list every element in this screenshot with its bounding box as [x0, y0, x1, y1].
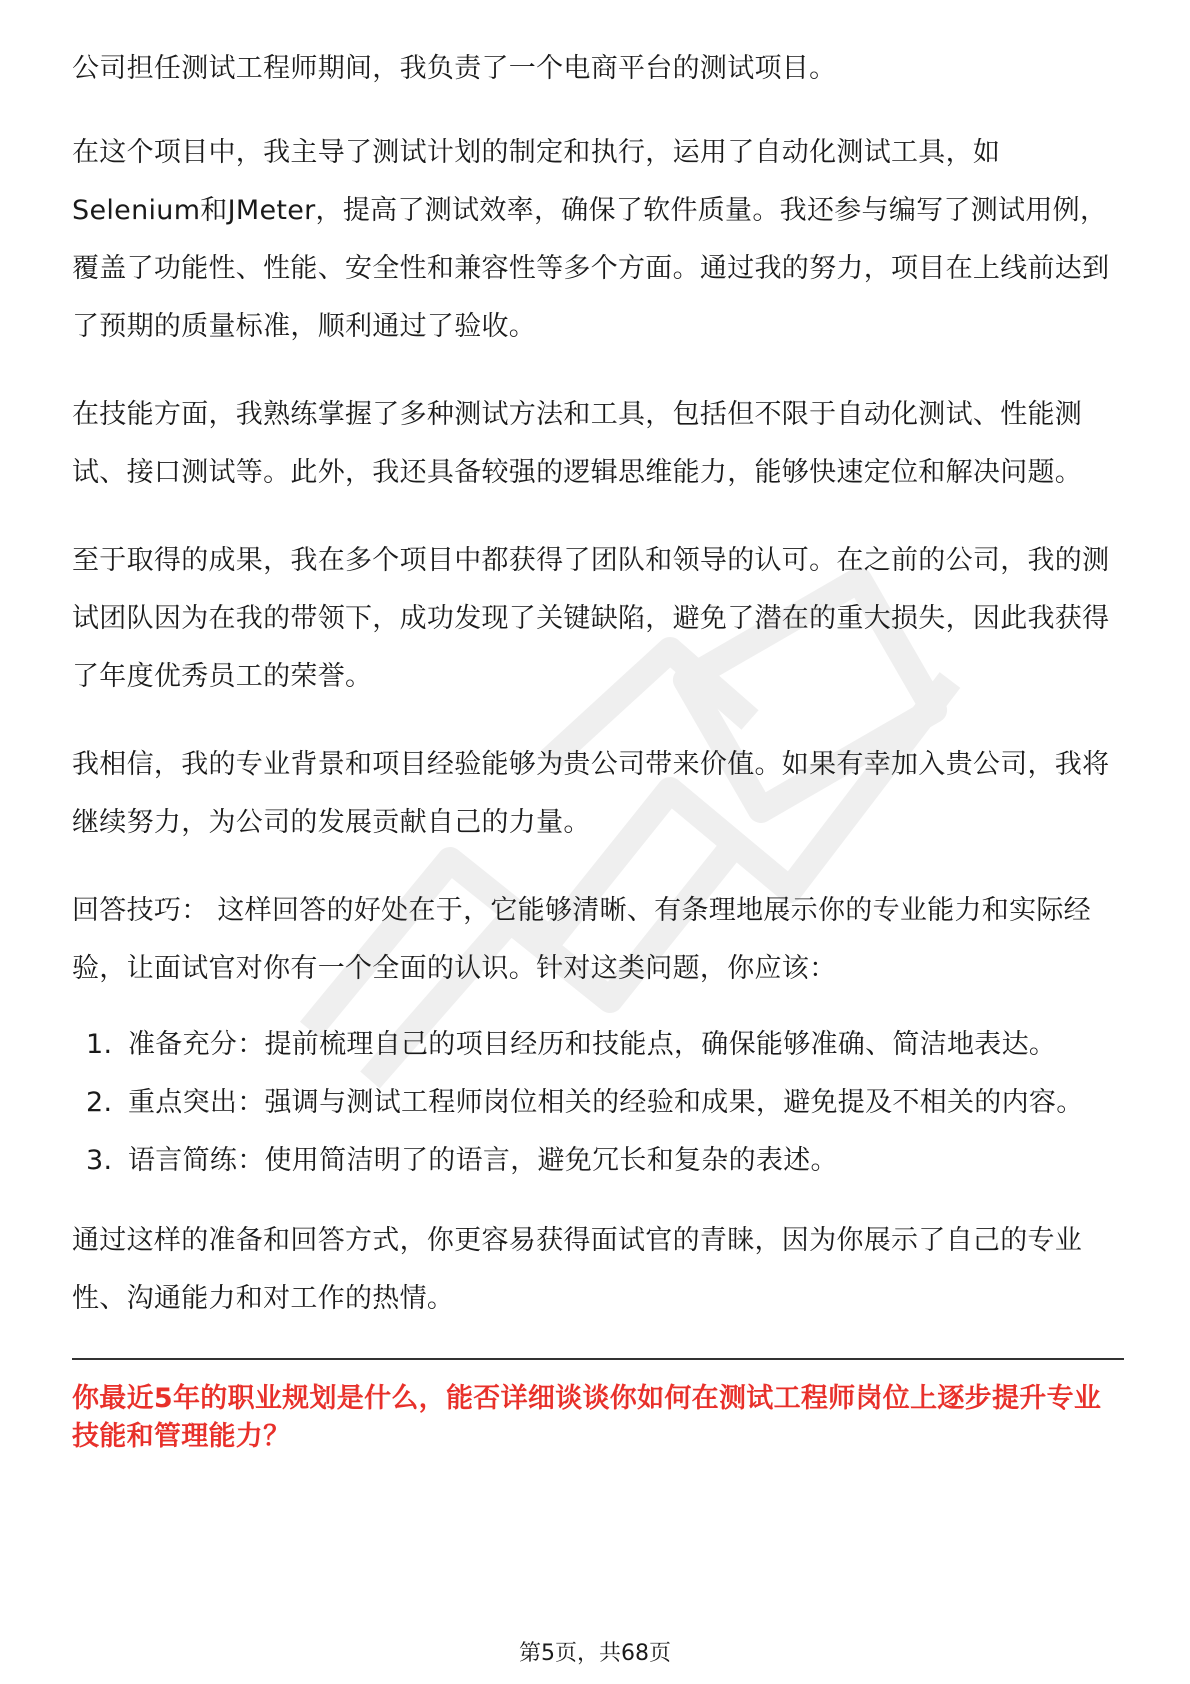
paragraph-achievements: 至于取得的成果，我在多个项目中都获得了团队和领导的认可。在之前的公司，我的测试团队因为在我的带领下，成功发现了关键缺陷，避免了潜在的重大损失，因此我获得了年度优秀员工的荣誉。: [72, 545, 1110, 692]
list-text: 重点突出：强调与测试工程师岗位相关的经验和成果，避免提及不相关的内容。: [128, 1087, 1084, 1118]
list-item: [72, 1132, 1124, 1190]
list-number: 2.: [86, 1087, 113, 1118]
list-text: 准备充分：提前梳理自己的项目经历和技能点，确保能够准确、简洁地表达。: [128, 1029, 1057, 1060]
paragraph-value: 我相信，我的专业背景和项目经验能够为贵公司带来价值。如果有幸加入贵公司，我将继续努力，为公司的发展贡献自己的力量。: [72, 749, 1110, 838]
list-item: [72, 1074, 1124, 1132]
list-item: [72, 1016, 1124, 1074]
paragraph-skills: 在技能方面，我熟练掌握了多种测试方法和工具，包括但不限于自动化测试、性能测试、接口测试等。此外，我还具备较强的逻辑思维能力，能够快速定位和解决问题。: [72, 399, 1083, 488]
list-number: 3.: [86, 1145, 113, 1176]
paragraph-intro: 公司担任测试工程师期间，我负责了一个电商平台的测试项目。: [72, 53, 837, 84]
tips-list: [72, 1016, 1124, 1190]
document-body: [72, 40, 1124, 1456]
paragraph-closing: 通过这样的准备和回答方式，你更容易获得面试官的青睐，因为你展示了自己的专业性、沟通能力和对工作的热情。: [72, 1225, 1083, 1314]
paragraph-answer-tips: 回答技巧： 这样回答的好处在于，它能够清晰、有条理地展示你的专业能力和实际经验，让面试官对你有一个全面的认识。针对这类问题，你应该：: [72, 895, 1091, 984]
section-divider: [72, 1358, 1124, 1360]
list-number: 1.: [86, 1029, 113, 1060]
page-number: 第5页，共68页: [519, 1641, 671, 1666]
next-question-heading: 你最近5年的职业规划是什么，能否详细谈谈你如何在测试工程师岗位上逐步提升专业技能和管理能力？: [72, 1383, 1102, 1452]
paragraph-project: 在这个项目中，我主导了测试计划的制定和执行，运用了自动化测试工具，如Selenium和JMeter，提高了测试效率，确保了软件质量。我还参与编写了测试用例，覆盖了功能性、性能、安全性和兼容性等多个方面。通过我的努力，项目在上线前达到了预期的质量标准，顺利通过了验收。: [72, 137, 1110, 342]
list-text: 语言简练：使用简洁明了的语言，避免冗长和复杂的表述。: [128, 1145, 838, 1176]
